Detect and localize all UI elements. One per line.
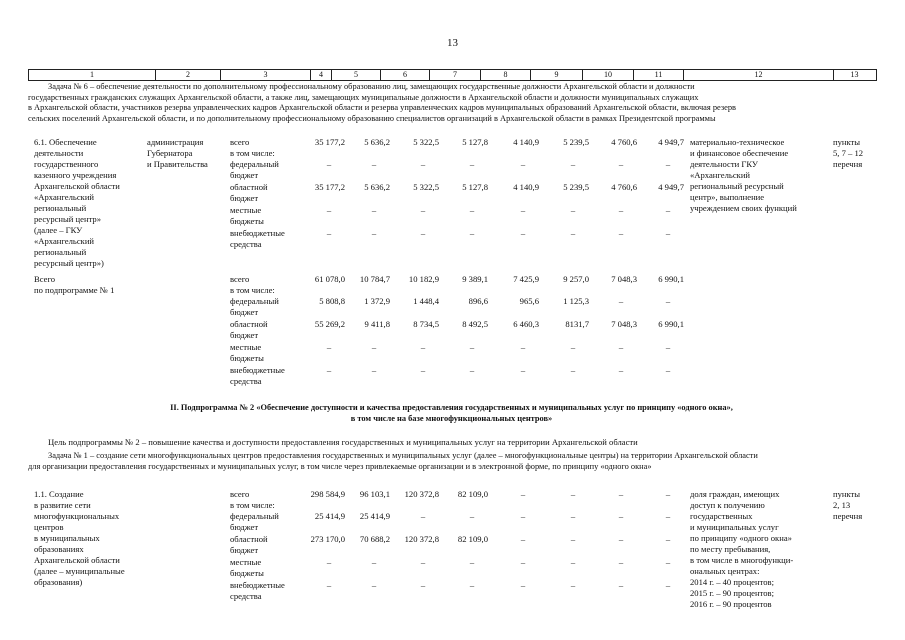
value-cell: –: [570, 511, 576, 521]
funding-source-line: в том числе:: [230, 148, 275, 158]
value-cell: 965,6: [519, 296, 539, 306]
value-cell: 4 760,6: [611, 137, 637, 147]
value-cell: 5 322,5: [413, 182, 439, 192]
funding-source-line: бюджет: [230, 545, 259, 555]
value-cell: –: [420, 557, 426, 567]
value-cell: –: [326, 342, 332, 352]
header-col-12: 12: [684, 70, 834, 80]
value-cell: –: [618, 296, 624, 306]
value-cell: –: [618, 159, 624, 169]
value-cell: –: [665, 296, 671, 306]
value-cell: 5 239,5: [563, 137, 589, 147]
result-line: доступ к получению: [690, 500, 765, 510]
value-cell: –: [420, 342, 426, 352]
value-cell: –: [420, 580, 426, 590]
value-cell: –: [665, 342, 671, 352]
value-cell: –: [665, 580, 671, 590]
funding-source-line: бюджет: [230, 307, 259, 317]
value-cell: –: [570, 159, 576, 169]
value-cell: –: [520, 511, 526, 521]
result-line: по месту пребывания,: [690, 544, 771, 554]
reference-line: пункты: [833, 137, 861, 147]
value-cell: –: [326, 205, 332, 215]
value-cell: 61 078,0: [314, 274, 345, 284]
value-cell: –: [469, 205, 475, 215]
value-cell: 7 048,3: [611, 274, 637, 284]
value-cell: 4 140,9: [513, 137, 539, 147]
value-cell: –: [570, 365, 576, 375]
header-col-11: 11: [634, 70, 684, 80]
value-cell: –: [618, 489, 624, 499]
value-cell: –: [371, 228, 377, 238]
value-cell: –: [420, 205, 426, 215]
funding-source-line: в том числе:: [230, 500, 275, 510]
executor-line: и Правительства: [147, 159, 208, 169]
value-cell: –: [520, 534, 526, 544]
subprogram-2-title: [28, 403, 875, 424]
value-cell: –: [469, 365, 475, 375]
value-cell: –: [326, 580, 332, 590]
value-cell: 6 460,3: [513, 319, 539, 329]
activity-name-line: в развитие сети: [34, 500, 91, 510]
value-cell: 120 372,8: [404, 489, 439, 499]
value-cell: –: [371, 365, 377, 375]
result-line: ональных центрах:: [690, 566, 760, 576]
header-col-6: 6: [381, 70, 430, 80]
subprogram-2-goal: Цель подпрограммы № 2 – повышение качества и доступности предоставления государственных и муниципальных услуг на территории Архангельской области: [48, 437, 638, 447]
value-cell: –: [520, 557, 526, 567]
task-6-text: [28, 82, 875, 124]
value-cell: –: [665, 159, 671, 169]
value-cell: –: [570, 534, 576, 544]
result-line: деятельности ГКУ: [690, 159, 758, 169]
value-cell: 1 448,4: [413, 296, 439, 306]
activity-name-line: (далее – муниципальные: [34, 566, 125, 576]
task-6-line: Задача № 6 – обеспечение деятельности по дополнительному профессиональному образованию лиц, замещающих государственные должности Архангельской области и должности: [48, 82, 695, 91]
value-cell: –: [618, 365, 624, 375]
value-cell: –: [371, 205, 377, 215]
funding-source-line: федеральный: [230, 159, 279, 169]
result-line: учреждением своих функций: [690, 203, 797, 213]
value-cell: –: [665, 511, 671, 521]
value-cell: –: [420, 365, 426, 375]
value-cell: –: [520, 365, 526, 375]
activity-name-line: Архангельской области: [34, 181, 120, 191]
value-cell: 96 103,1: [359, 489, 390, 499]
reference-line: пункты: [833, 489, 861, 499]
header-col-4: 4: [311, 70, 332, 80]
value-cell: 10 784,7: [359, 274, 390, 284]
value-cell: 5 127,8: [462, 182, 488, 192]
value-cell: 298 584,9: [310, 489, 345, 499]
value-cell: –: [420, 159, 426, 169]
result-line: «Архангельский: [690, 170, 751, 180]
executor-line: администрация: [147, 137, 204, 147]
task-6-line: сельских поселений Архангельской области, и по дополнительному профессиональному образованию специалистов организаций в Архангельской области в рамках Президентской программы: [28, 113, 716, 123]
value-cell: –: [618, 228, 624, 238]
value-cell: 7 048,3: [611, 319, 637, 329]
funding-source-line: областной: [230, 319, 268, 329]
result-line: 2015 г. – 90 процентов;: [690, 588, 774, 598]
value-cell: –: [665, 534, 671, 544]
activity-name-line: Всего: [34, 274, 56, 284]
value-cell: 5 322,5: [413, 137, 439, 147]
value-cell: 82 109,0: [457, 534, 488, 544]
value-cell: –: [520, 489, 526, 499]
value-cell: –: [371, 342, 377, 352]
funding-source-line: всего: [230, 274, 250, 284]
subprogram-2-title-line: II. Подпрограмма № 2 «Обеспечение доступности и качества предоставления государственных и муниципальных услуг по принципу «одного окна»,: [170, 403, 733, 412]
value-cell: –: [665, 205, 671, 215]
value-cell: –: [618, 511, 624, 521]
activity-name-line: государственного: [34, 159, 99, 169]
funding-source-line: бюджет: [230, 330, 259, 340]
funding-source-line: федеральный: [230, 511, 279, 521]
funding-source-line: бюджет: [230, 522, 259, 532]
value-cell: –: [326, 159, 332, 169]
header-col-10: 10: [583, 70, 634, 80]
value-cell: 9 257,0: [563, 274, 589, 284]
activity-name-line: 1.1. Создание: [34, 489, 84, 499]
task-1-text: [28, 451, 875, 472]
funding-source-line: внебюджетные: [230, 580, 285, 590]
funding-source-line: средства: [230, 591, 262, 601]
value-cell: 35 177,2: [314, 137, 345, 147]
value-cell: 1 372,9: [364, 296, 390, 306]
value-cell: –: [469, 557, 475, 567]
value-cell: 9 389,1: [462, 274, 488, 284]
funding-source-line: внебюджетные: [230, 228, 285, 238]
value-cell: –: [371, 557, 377, 567]
value-cell: –: [665, 365, 671, 375]
value-cell: 6 990,1: [658, 319, 684, 329]
result-line: региональный ресурсный: [690, 181, 784, 191]
activity-name-line: региональный: [34, 203, 87, 213]
value-cell: 1 125,3: [563, 296, 589, 306]
value-cell: 8131,7: [565, 319, 589, 329]
task-6-line: государственных гражданских служащих Архангельской области, а также лиц, замещающих муниципальные должности в Архангельской области и должности муниципальных служащих: [28, 92, 699, 102]
value-cell: 6 990,1: [658, 274, 684, 284]
result-line: государственных: [690, 511, 753, 521]
activity-name-line: многофункциональных: [34, 511, 120, 521]
value-cell: 10 182,9: [408, 274, 439, 284]
value-cell: –: [420, 228, 426, 238]
value-cell: –: [469, 580, 475, 590]
activity-name-line: образования): [34, 577, 83, 587]
value-cell: –: [570, 342, 576, 352]
value-cell: 4 949,7: [658, 182, 684, 192]
page-number: 13: [447, 37, 458, 49]
header-col-5: 5: [332, 70, 381, 80]
value-cell: –: [618, 557, 624, 567]
funding-source-line: местные: [230, 342, 262, 352]
funding-source-line: бюджеты: [230, 353, 264, 363]
header-col-13: 13: [850, 70, 859, 79]
value-cell: 5 636,2: [364, 137, 390, 147]
activity-name-line: ресурсный центр»): [34, 258, 104, 268]
result-line: 2014 г. – 40 процентов;: [690, 577, 774, 587]
value-cell: –: [665, 557, 671, 567]
value-cell: –: [570, 557, 576, 567]
value-cell: 8 734,5: [413, 319, 439, 329]
funding-source-line: федеральный: [230, 296, 279, 306]
activity-name-line: «Архангельский: [34, 236, 95, 246]
value-cell: –: [520, 228, 526, 238]
funding-source-line: бюджет: [230, 170, 259, 180]
value-cell: –: [469, 159, 475, 169]
funding-source-line: бюджеты: [230, 216, 264, 226]
funding-source-line: местные: [230, 557, 262, 567]
task-1-line: Задача № 1 – создание сети многофункциональных центров предоставления государственных и муниципальных услуг (далее – многофункциональные центры) на территории Архангельской области: [48, 451, 758, 460]
activity-name-line: «Архангельский: [34, 192, 95, 202]
value-cell: –: [665, 228, 671, 238]
header-col-8: 8: [481, 70, 531, 80]
activity-name-line: по подпрограмме № 1: [34, 285, 115, 295]
value-cell: –: [469, 228, 475, 238]
value-cell: 4 949,7: [658, 137, 684, 147]
value-cell: –: [326, 557, 332, 567]
value-cell: –: [520, 580, 526, 590]
value-cell: –: [618, 205, 624, 215]
funding-source-line: всего: [230, 489, 250, 499]
activity-name-line: центров: [34, 522, 64, 532]
activity-name-line: в муниципальных: [34, 533, 100, 543]
activity-name-line: казенного учреждения: [34, 170, 117, 180]
reference-line: перечня: [833, 159, 863, 169]
value-cell: 5 808,8: [319, 296, 345, 306]
value-cell: –: [618, 534, 624, 544]
value-cell: –: [570, 228, 576, 238]
value-cell: 8 492,5: [462, 319, 488, 329]
value-cell: 5 127,8: [462, 137, 488, 147]
value-cell: 7 425,9: [513, 274, 539, 284]
activity-name-line: Архангельской области: [34, 555, 120, 565]
funding-source-line: всего: [230, 137, 250, 147]
value-cell: –: [520, 342, 526, 352]
value-cell: 9 411,8: [364, 319, 390, 329]
header-col-9: 9: [531, 70, 583, 80]
value-cell: –: [520, 205, 526, 215]
funding-source-line: бюджет: [230, 193, 259, 203]
result-line: и финансовое обеспечение: [690, 148, 789, 158]
task-1-line: для организации предоставления государственных и муниципальных услуг, в том числе через привлекаемые организации и в электронной форме, по принципу «одного окна»: [28, 461, 652, 471]
value-cell: –: [371, 159, 377, 169]
value-cell: 120 372,8: [404, 534, 439, 544]
funding-source-line: в том числе:: [230, 285, 275, 295]
value-cell: 35 177,2: [314, 182, 345, 192]
value-cell: –: [520, 159, 526, 169]
value-cell: –: [618, 342, 624, 352]
value-cell: –: [570, 205, 576, 215]
value-cell: –: [420, 511, 426, 521]
value-cell: 25 414,9: [359, 511, 390, 521]
result-line: доля граждан, имеющих: [690, 489, 780, 499]
value-cell: –: [469, 342, 475, 352]
value-cell: 4 760,6: [611, 182, 637, 192]
funding-source-line: бюджеты: [230, 568, 264, 578]
value-cell: –: [570, 489, 576, 499]
header-col-1: 1: [29, 70, 156, 80]
activity-name-line: деятельности: [34, 148, 84, 158]
value-cell: –: [618, 580, 624, 590]
value-cell: 55 269,2: [314, 319, 345, 329]
activity-name-line: 6.1. Обеспечение: [34, 137, 97, 147]
task-6-line: в Архангельской области, участников резерва управленческих кадров Архангельской области и резерва управленческих кадров муниципальных образований Архангельской области, включая резерв: [28, 103, 737, 113]
value-cell: –: [326, 365, 332, 375]
activity-name-line: региональный: [34, 247, 87, 257]
value-cell: –: [326, 228, 332, 238]
result-line: материально-техническое: [690, 137, 785, 147]
header-col-7: 7: [430, 70, 481, 80]
column-number-header: [28, 69, 877, 81]
result-line: и муниципальных услуг: [690, 522, 779, 532]
executor-line: Губернатора: [147, 148, 193, 158]
value-cell: –: [570, 580, 576, 590]
result-line: в том числе в многофункци-: [690, 555, 794, 565]
header-col-2: 2: [156, 70, 221, 80]
reference-line: перечня: [833, 511, 863, 521]
value-cell: –: [469, 511, 475, 521]
funding-source-line: областной: [230, 534, 268, 544]
value-cell: 273 170,0: [310, 534, 345, 544]
value-cell: –: [371, 580, 377, 590]
result-line: центр», выполнение: [690, 192, 765, 202]
result-line: по принципу «одного окна»: [690, 533, 792, 543]
value-cell: 5 636,2: [364, 182, 390, 192]
subprogram-2-title-line: в том числе на базе многофункциональных центров»: [350, 413, 553, 423]
funding-source-line: местные: [230, 205, 262, 215]
reference-line: 2, 13: [833, 500, 851, 510]
result-line: 2016 г. – 90 процентов: [690, 599, 772, 609]
value-cell: 70 688,2: [359, 534, 390, 544]
funding-source-line: средства: [230, 239, 262, 249]
value-cell: 5 239,5: [563, 182, 589, 192]
activity-name-line: образованиях: [34, 544, 84, 554]
value-cell: 82 109,0: [457, 489, 488, 499]
activity-name-line: ресурсный центр»: [34, 214, 102, 224]
value-cell: –: [665, 489, 671, 499]
funding-source-line: внебюджетные: [230, 365, 285, 375]
header-col-3: 3: [221, 70, 311, 80]
value-cell: 896,6: [468, 296, 488, 306]
funding-source-line: средства: [230, 376, 262, 386]
value-cell: 4 140,9: [513, 182, 539, 192]
reference-line: 5, 7 – 12: [833, 148, 864, 158]
activity-name-line: (далее – ГКУ: [34, 225, 83, 235]
value-cell: 25 414,9: [314, 511, 345, 521]
funding-source-line: областной: [230, 182, 268, 192]
